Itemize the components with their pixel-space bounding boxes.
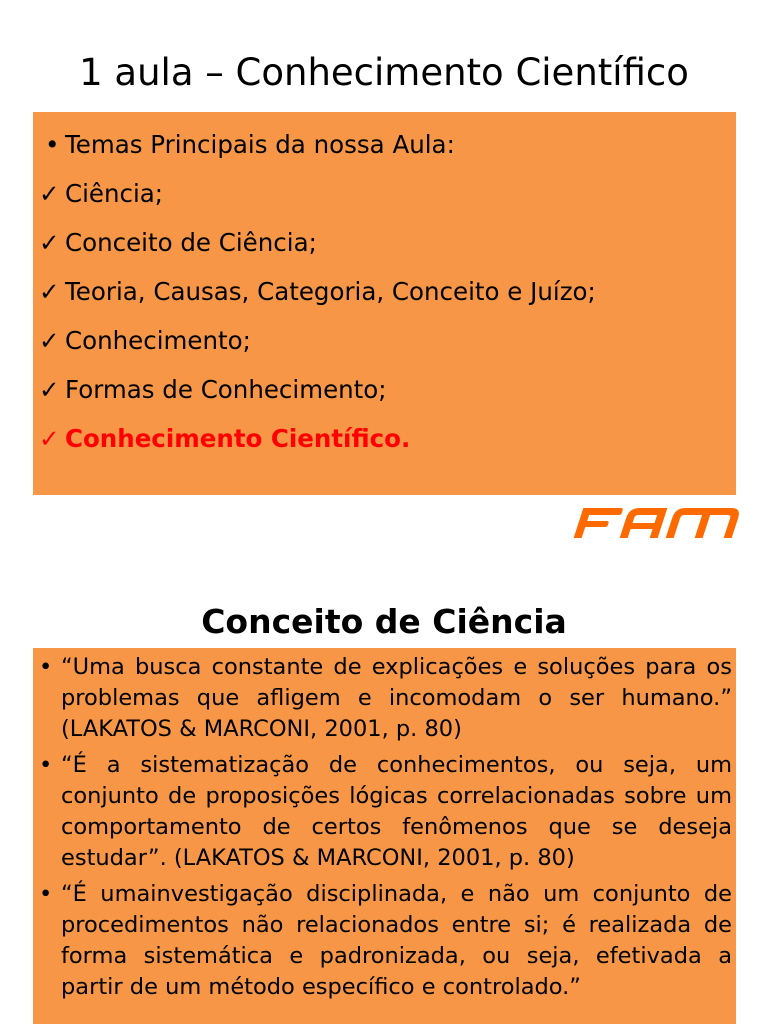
bullet-icon: • <box>45 130 60 159</box>
topic-text: Ciência; <box>65 179 164 208</box>
topic-text: Conceito de Ciência; <box>65 228 317 257</box>
topic-item <box>39 218 726 267</box>
check-mark-icon: ✓ <box>39 228 60 257</box>
topic-item <box>39 169 726 218</box>
quote-item <box>33 750 736 874</box>
bullet-icon: • <box>39 881 53 907</box>
check-mark-icon: ✓ <box>39 326 60 355</box>
topics-box <box>33 112 736 495</box>
topic-item <box>39 267 726 316</box>
quote-text: “É umainvestigação disciplinada, e não um conjunto de procedimentos não relacionados entre si; é realizada de forma sistemática e padronizada, ou seja, efetivada a partir de um método específico e controlado.” <box>61 881 732 1000</box>
quote-text: “Uma busca constante de explicações e soluções para os problemas que afligem e incomodam o ser humano.” (LAKATOS & MARCONI, 2001, p. 80) <box>61 654 732 742</box>
topic-text: Teoria, Causas, Categoria, Conceito e Juízo; <box>65 277 596 306</box>
topic-text: Conhecimento; <box>65 326 251 355</box>
topic-item <box>39 365 726 414</box>
bullet-icon: • <box>39 654 53 680</box>
topics-intro <box>39 120 726 169</box>
topic-text: Formas de Conhecimento; <box>65 375 387 404</box>
quote-item <box>33 879 736 1003</box>
check-mark-icon: ✓ <box>39 179 60 208</box>
quotes-box <box>33 648 736 1024</box>
topics-list <box>39 120 726 463</box>
slide-2-title: Conceito de Ciência <box>201 602 567 641</box>
topics-intro-text: Temas Principais da nossa Aula: <box>65 130 455 159</box>
check-mark-icon: ✓ <box>39 424 60 453</box>
check-mark-icon: ✓ <box>39 277 60 306</box>
fam-logo <box>568 500 748 544</box>
topic-item-highlighted <box>39 414 726 463</box>
topic-item <box>39 316 726 365</box>
slide-1-title: 1 aula – Conhecimento Científico <box>79 51 689 94</box>
topic-text: Conhecimento Científico. <box>65 424 411 453</box>
quotes-list <box>33 652 736 1008</box>
quote-item <box>33 652 736 745</box>
quote-text: “É a sistematização de conhecimentos, ou seja, um conjunto de proposições lógicas correlacionadas sobre um comportamento de certos fenômenos que se deseja estudar”. (LAKATOS & MARCONI, 2001, p. 80) <box>61 752 732 871</box>
check-mark-icon: ✓ <box>39 375 60 404</box>
bullet-icon: • <box>39 752 53 778</box>
